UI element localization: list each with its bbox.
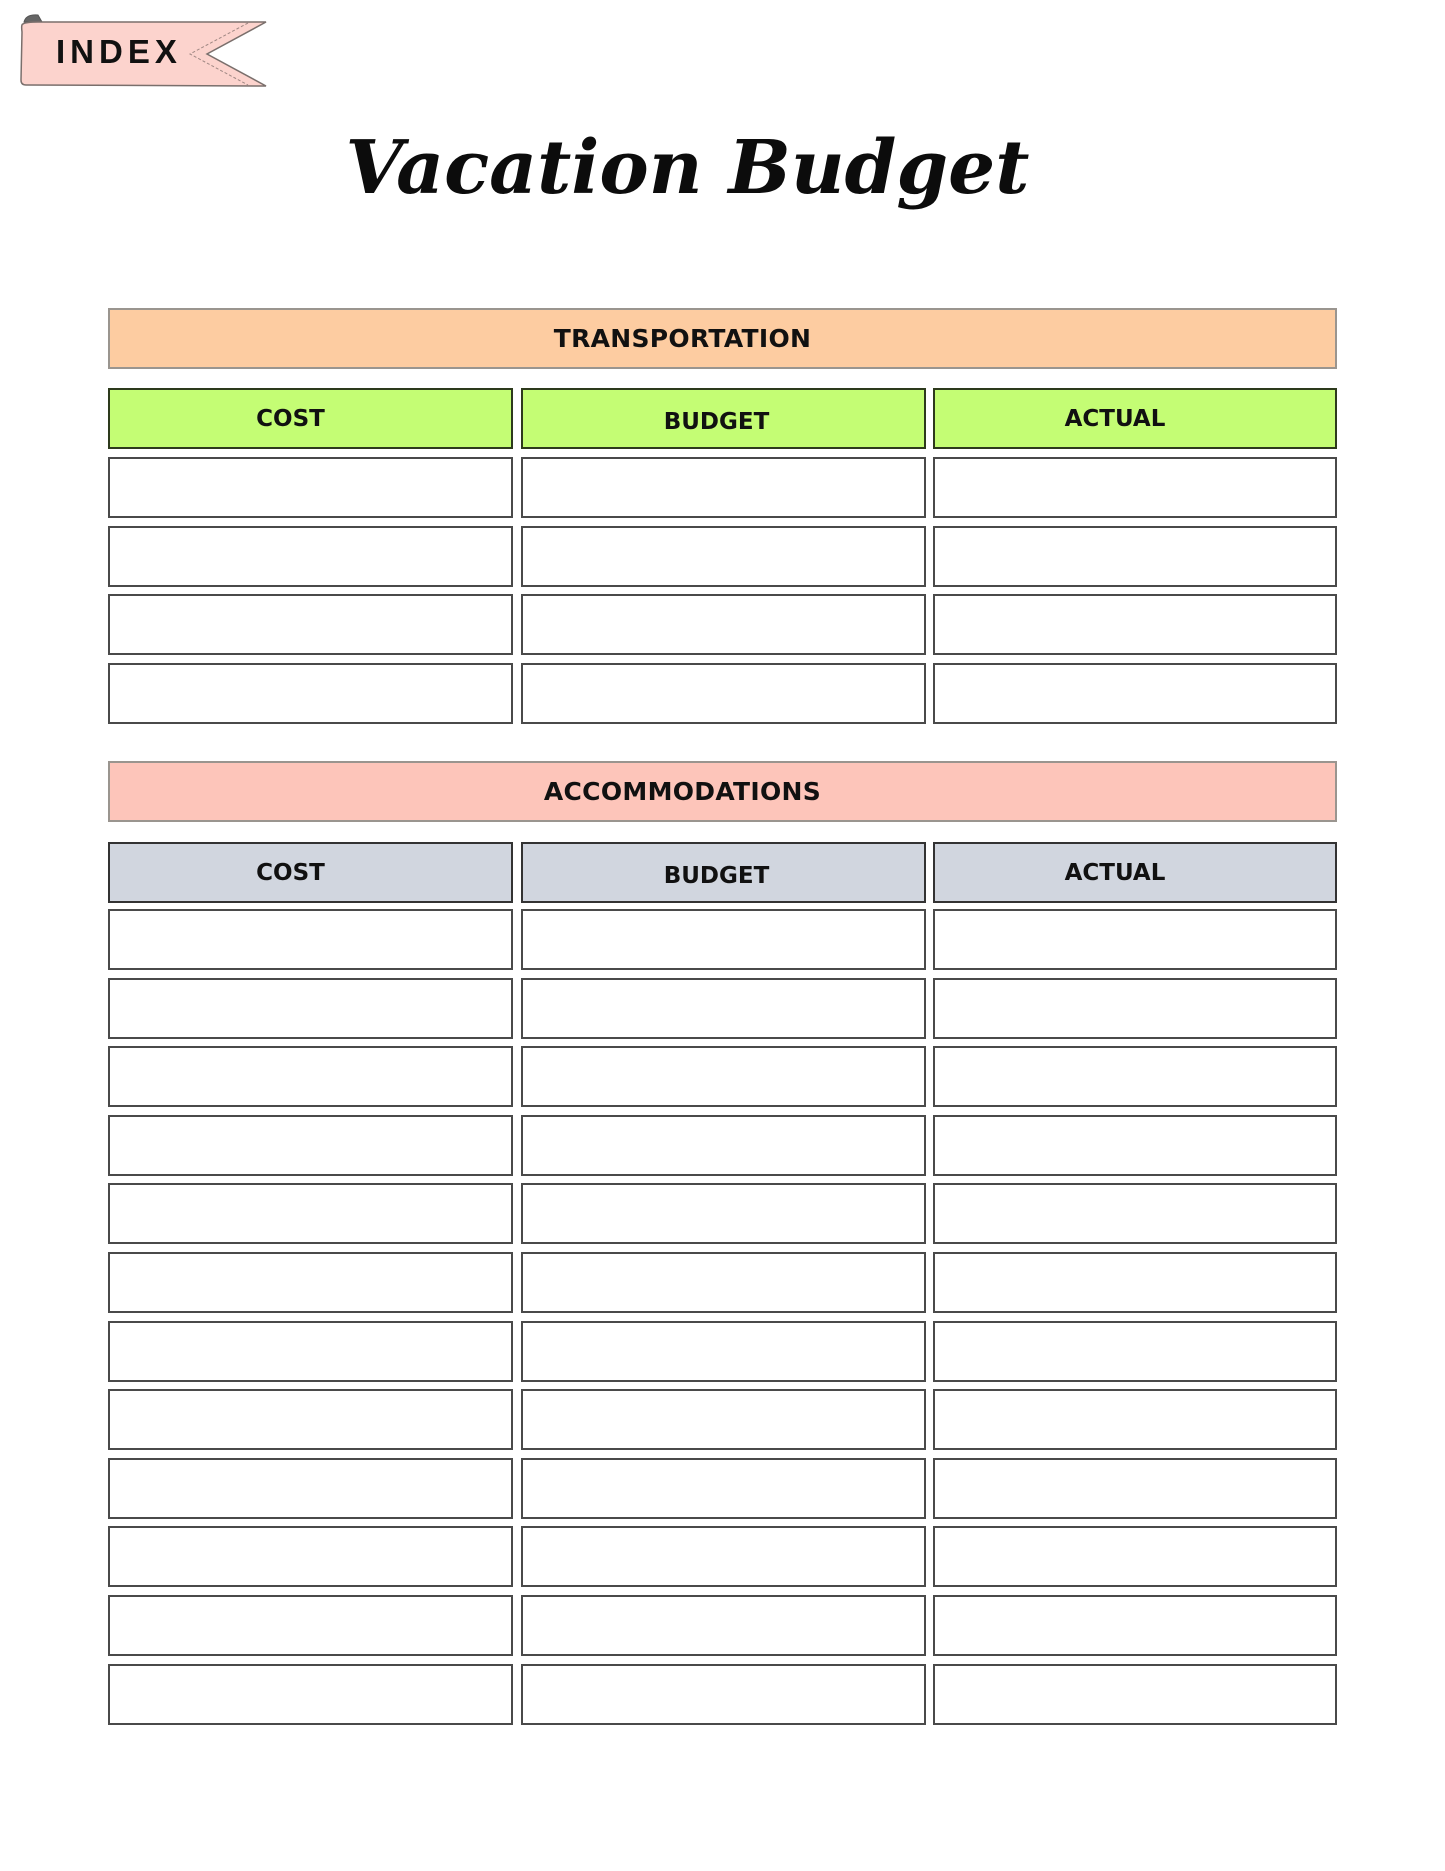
actual-cell[interactable] [933,663,1337,724]
budget-cell[interactable] [521,909,926,970]
table-row [108,1595,1337,1656]
table-row [108,978,1337,1039]
actual-cell[interactable] [933,594,1337,655]
budget-cell[interactable] [521,1252,926,1313]
index-label: INDEX [56,33,182,70]
cost-cell[interactable] [108,1046,513,1107]
table-row [108,1252,1337,1313]
table-row [108,1321,1337,1382]
actual-cell[interactable] [933,457,1337,518]
cost-cell[interactable] [108,1458,513,1519]
cost-cell[interactable] [108,1183,513,1244]
cost-cell[interactable] [108,1595,513,1656]
cost-cell[interactable] [108,1252,513,1313]
actual-cell[interactable] [933,978,1337,1039]
budget-cell[interactable] [521,663,926,724]
actual-cell[interactable] [933,1183,1337,1244]
table-row [108,1389,1337,1450]
actual-cell[interactable] [933,1526,1337,1587]
cost-cell[interactable] [108,526,513,587]
table-header-row [108,842,1337,903]
cost-cell[interactable] [108,1321,513,1382]
cost-cell[interactable] [108,663,513,724]
cost-cell[interactable] [108,1389,513,1450]
table-row [108,1183,1337,1244]
table-row [108,1458,1337,1519]
column-header-cost: COST [108,388,513,449]
table-row [108,1046,1337,1107]
section-header-transportation [108,308,1337,369]
column-header-actual: ACTUAL [933,388,1337,449]
cost-cell[interactable] [108,594,513,655]
table-row [108,594,1337,655]
table-row [108,1664,1337,1725]
column-header-actual: ACTUAL [933,842,1337,903]
table-row [108,526,1337,587]
budget-cell[interactable] [521,1046,926,1107]
actual-cell[interactable] [933,1458,1337,1519]
column-header-budget: BUDGET [521,842,926,903]
budget-cell[interactable] [521,1389,926,1450]
section-title: TRANSPORTATION [553,324,812,353]
actual-cell[interactable] [933,1321,1337,1382]
actual-cell[interactable] [933,1595,1337,1656]
budget-cell[interactable] [521,978,926,1039]
actual-cell[interactable] [933,1115,1337,1176]
cost-cell[interactable] [108,457,513,518]
cost-cell[interactable] [108,978,513,1039]
budget-cell[interactable] [521,1526,926,1587]
section-header-accommodations [108,761,1337,822]
budget-cell[interactable] [521,526,926,587]
budget-cell[interactable] [521,1458,926,1519]
budget-cell[interactable] [521,1321,926,1382]
actual-cell[interactable] [933,1389,1337,1450]
column-header-cost: COST [108,842,513,903]
actual-cell[interactable] [933,1046,1337,1107]
cost-cell[interactable] [108,1115,513,1176]
index-tab[interactable] [18,12,274,90]
table-row [108,909,1337,970]
budget-cell[interactable] [521,1595,926,1656]
cost-cell[interactable] [108,1526,513,1587]
cost-cell[interactable] [108,909,513,970]
budget-cell[interactable] [521,1183,926,1244]
column-header-budget: BUDGET [521,388,926,449]
budget-cell[interactable] [521,1115,926,1176]
page-title: Vacation Budget [345,125,1030,211]
actual-cell[interactable] [933,526,1337,587]
section-title: ACCOMMODATIONS [543,777,822,806]
budget-cell[interactable] [521,457,926,518]
actual-cell[interactable] [933,1252,1337,1313]
cost-cell[interactable] [108,1664,513,1725]
actual-cell[interactable] [933,1664,1337,1725]
table-row [108,1115,1337,1176]
table-row [108,1526,1337,1587]
table-header-row [108,388,1337,449]
actual-cell[interactable] [933,909,1337,970]
table-row [108,457,1337,518]
table-row [108,663,1337,724]
budget-cell[interactable] [521,594,926,655]
budget-cell[interactable] [521,1664,926,1725]
